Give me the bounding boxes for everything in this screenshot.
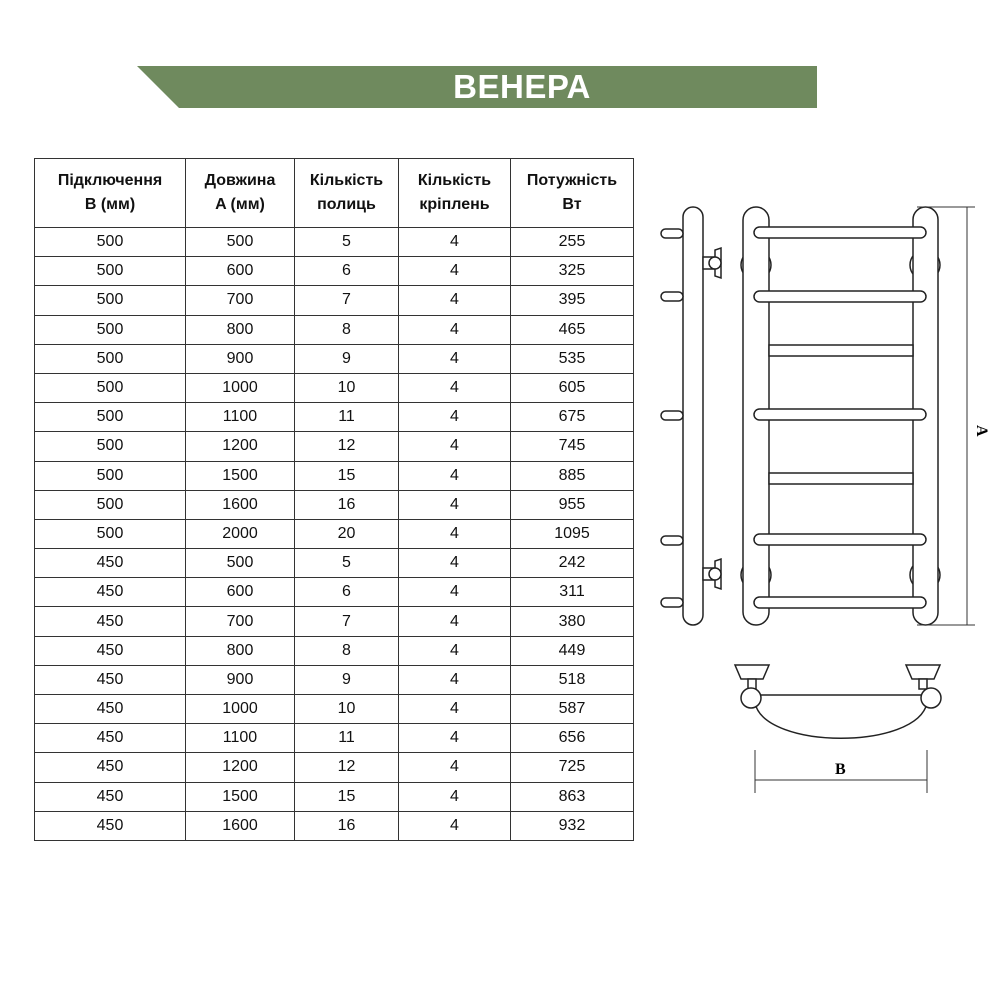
table-cell: 1600 <box>186 811 295 840</box>
table-cell: 465 <box>511 315 634 344</box>
table-cell: 16 <box>295 811 399 840</box>
table-cell: 1500 <box>186 461 295 490</box>
column-header-line: A (мм) <box>215 196 265 213</box>
table-cell: 12 <box>295 753 399 782</box>
table-row <box>35 490 634 519</box>
table-cell: 800 <box>186 315 295 344</box>
table-cell: 6 <box>295 578 399 607</box>
table-cell: 500 <box>35 432 186 461</box>
towel-rail-drawing <box>655 195 1000 805</box>
table-cell: 500 <box>35 461 186 490</box>
column-header <box>511 159 634 228</box>
table-cell: 1500 <box>186 782 295 811</box>
table-row <box>35 607 634 636</box>
table-cell: 255 <box>511 228 634 257</box>
table-row <box>35 519 634 548</box>
flat-bar <box>769 473 913 484</box>
specs-table <box>34 158 634 841</box>
column-header-line: Вт <box>562 196 582 213</box>
table-cell: 656 <box>511 724 634 753</box>
table-cell: 725 <box>511 753 634 782</box>
table-cell: 5 <box>295 549 399 578</box>
table-cell: 4 <box>399 461 511 490</box>
table-cell: 4 <box>399 519 511 548</box>
table-cell: 500 <box>35 257 186 286</box>
column-header <box>186 159 295 228</box>
table-cell: 4 <box>399 695 511 724</box>
column-header-line: Кількість <box>309 172 384 189</box>
table-cell: 955 <box>511 490 634 519</box>
table-cell: 450 <box>35 549 186 578</box>
table-cell: 9 <box>295 344 399 373</box>
side-stub <box>661 598 683 607</box>
table-cell: 4 <box>399 811 511 840</box>
table-cell: 500 <box>35 228 186 257</box>
table-cell: 11 <box>295 724 399 753</box>
side-stub <box>661 229 683 238</box>
table-cell: 4 <box>399 753 511 782</box>
table-cell: 242 <box>511 549 634 578</box>
side-stub <box>661 536 683 545</box>
table-cell: 8 <box>295 636 399 665</box>
table-cell: 518 <box>511 665 634 694</box>
table-row <box>35 636 634 665</box>
table-cell: 4 <box>399 286 511 315</box>
table-cell: 700 <box>186 286 295 315</box>
table-cell: 395 <box>511 286 634 315</box>
table-row <box>35 811 634 840</box>
column-header-line: B (мм) <box>84 196 136 213</box>
shelf <box>754 291 926 302</box>
table-cell: 500 <box>35 286 186 315</box>
table-cell: 700 <box>186 607 295 636</box>
table-cell: 8 <box>295 315 399 344</box>
table-row <box>35 432 634 461</box>
table-body <box>35 228 634 841</box>
table-cell: 4 <box>399 228 511 257</box>
table-cell: 745 <box>511 432 634 461</box>
side-view-pipe <box>683 207 703 625</box>
shelf <box>754 227 926 238</box>
side-mount-knob <box>709 257 721 269</box>
table-cell: 500 <box>35 344 186 373</box>
table-cell: 932 <box>511 811 634 840</box>
table-cell: 450 <box>35 636 186 665</box>
table-cell: 2000 <box>186 519 295 548</box>
side-mount-knob <box>709 568 721 580</box>
table-cell: 450 <box>35 782 186 811</box>
table-cell: 4 <box>399 578 511 607</box>
table-row <box>35 782 634 811</box>
table-cell: 16 <box>295 490 399 519</box>
table-cell: 600 <box>186 578 295 607</box>
table-cell: 20 <box>295 519 399 548</box>
table-row <box>35 228 634 257</box>
table-cell: 1200 <box>186 753 295 782</box>
table-cell: 605 <box>511 373 634 402</box>
table-cell: 4 <box>399 636 511 665</box>
table-cell: 15 <box>295 461 399 490</box>
table-cell: 449 <box>511 636 634 665</box>
table-cell: 4 <box>399 432 511 461</box>
table-cell: 450 <box>35 811 186 840</box>
table-cell: 900 <box>186 344 295 373</box>
table-cell: 1000 <box>186 695 295 724</box>
table-row <box>35 724 634 753</box>
table-cell: 1095 <box>511 519 634 548</box>
shelf <box>754 534 926 545</box>
side-stub <box>661 411 683 420</box>
table-cell: 4 <box>399 724 511 753</box>
table-cell: 11 <box>295 403 399 432</box>
table-cell: 1200 <box>186 432 295 461</box>
table-cell: 500 <box>35 315 186 344</box>
table-cell: 4 <box>399 315 511 344</box>
table-row <box>35 695 634 724</box>
table-row <box>35 578 634 607</box>
table-cell: 587 <box>511 695 634 724</box>
table-cell: 675 <box>511 403 634 432</box>
table-cell: 311 <box>511 578 634 607</box>
table-cell: 900 <box>186 665 295 694</box>
table-cell: 500 <box>186 228 295 257</box>
table-cell: 4 <box>399 549 511 578</box>
table-cell: 500 <box>35 403 186 432</box>
table-cell: 500 <box>35 519 186 548</box>
column-header-line: Потужність <box>526 172 618 189</box>
table-row <box>35 373 634 402</box>
table-cell: 7 <box>295 607 399 636</box>
table-cell: 450 <box>35 665 186 694</box>
table-row <box>35 753 634 782</box>
table-cell: 500 <box>35 373 186 402</box>
table-cell: 450 <box>35 607 186 636</box>
shelf <box>754 409 926 420</box>
table-cell: 4 <box>399 607 511 636</box>
label-b: B <box>835 761 846 778</box>
table-row <box>35 344 634 373</box>
table-cell: 10 <box>295 695 399 724</box>
table-cell: 4 <box>399 257 511 286</box>
top-view <box>735 665 941 738</box>
table-row <box>35 403 634 432</box>
column-header-line: Кількість <box>417 172 492 189</box>
table-cell: 450 <box>35 724 186 753</box>
table-cell: 325 <box>511 257 634 286</box>
table-cell: 7 <box>295 286 399 315</box>
table-cell: 12 <box>295 432 399 461</box>
table-cell: 450 <box>35 753 186 782</box>
table-row <box>35 257 634 286</box>
flat-bar <box>769 345 913 356</box>
table-row <box>35 665 634 694</box>
column-header-line: Підключення <box>57 172 163 189</box>
table-cell: 9 <box>295 665 399 694</box>
table-cell: 5 <box>295 228 399 257</box>
table-cell: 863 <box>511 782 634 811</box>
table-cell: 500 <box>35 490 186 519</box>
column-header <box>295 159 399 228</box>
table-cell: 450 <box>35 578 186 607</box>
table-row <box>35 461 634 490</box>
label-a: A <box>973 425 990 437</box>
table-cell: 600 <box>186 257 295 286</box>
table-row <box>35 286 634 315</box>
column-header-line: полиць <box>317 196 376 213</box>
table-cell: 4 <box>399 403 511 432</box>
banner-title: ВЕНЕРА <box>453 68 591 105</box>
column-header-line: кріплень <box>419 196 490 213</box>
side-stub <box>661 292 683 301</box>
table-cell: 500 <box>186 549 295 578</box>
table-row <box>35 549 634 578</box>
table-cell: 450 <box>35 695 186 724</box>
table-cell: 6 <box>295 257 399 286</box>
table-cell: 4 <box>399 782 511 811</box>
table-cell: 380 <box>511 607 634 636</box>
table-cell: 885 <box>511 461 634 490</box>
column-header-line: Довжина <box>204 172 276 189</box>
table-row <box>35 315 634 344</box>
table-cell: 1000 <box>186 373 295 402</box>
table-cell: 4 <box>399 665 511 694</box>
column-header <box>399 159 511 228</box>
table-cell: 1100 <box>186 403 295 432</box>
table-cell: 1600 <box>186 490 295 519</box>
column-header <box>35 159 186 228</box>
table-cell: 15 <box>295 782 399 811</box>
table-header-row <box>35 159 634 228</box>
table-cell: 4 <box>399 490 511 519</box>
table-cell: 4 <box>399 373 511 402</box>
table-cell: 800 <box>186 636 295 665</box>
shelf <box>754 597 926 608</box>
table-cell: 1100 <box>186 724 295 753</box>
table-cell: 535 <box>511 344 634 373</box>
title-banner <box>137 66 817 108</box>
table-cell: 10 <box>295 373 399 402</box>
table-cell: 4 <box>399 344 511 373</box>
